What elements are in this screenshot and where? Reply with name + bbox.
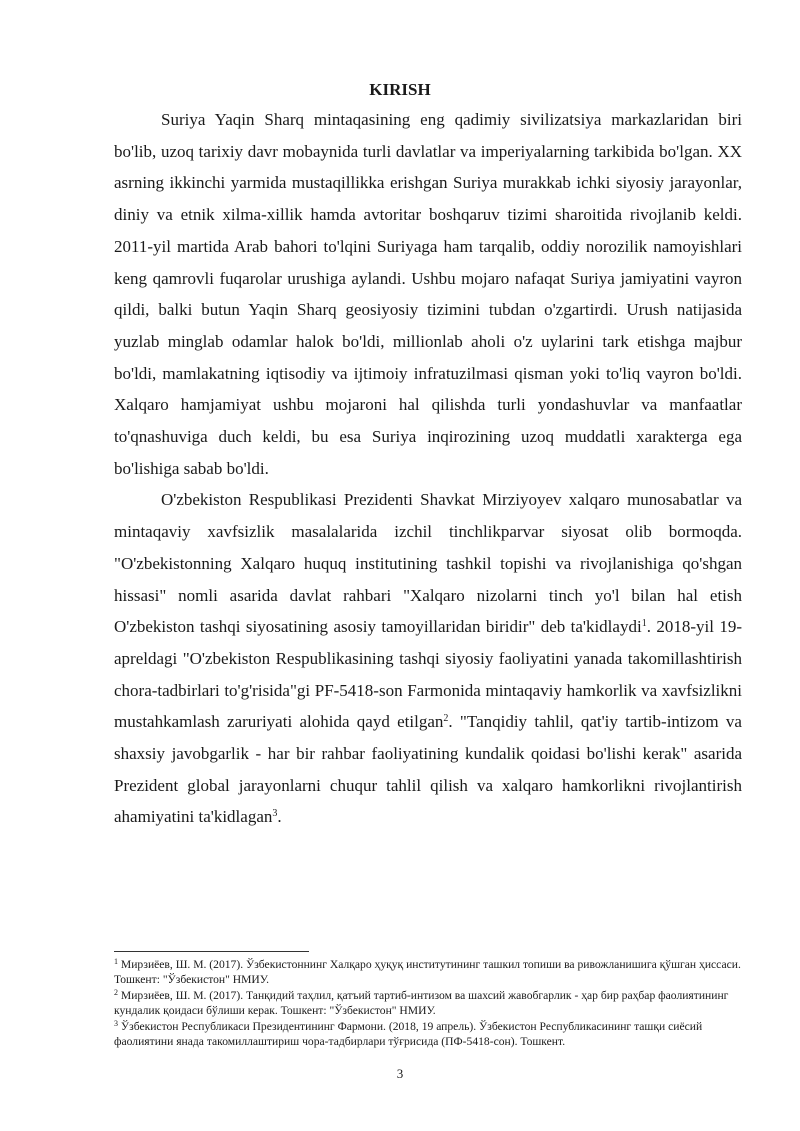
footnote-separator bbox=[114, 951, 309, 952]
footnote-text: Мирзиёев, Ш. М. (2017). Танқидий таҳлил, қатъий тартиб-интизом ва шахсий жавобгарлик - ҳар бир раҳбар фаолиятининг кундалик қоидаси бўлиши керак. Тошкент: "Ўзбекистон" НМИУ. bbox=[114, 988, 729, 1018]
footnote-number: 3 bbox=[114, 1018, 118, 1028]
footnote-number: 1 bbox=[114, 957, 118, 966]
footnote-1 bbox=[114, 957, 750, 988]
footnote-number: 2 bbox=[114, 987, 118, 997]
footnote-text: Ўзбекистон Республикаси Президентининг Фармони. (2018, 19 апрель). Ўзбекистон Республикасининг ташқи сиёсий фаолиятини янада такомиллаштириш чора-тадбирлари тўғрисида (ПФ-5418-сон). Тошкент. bbox=[114, 1019, 703, 1049]
footnote-ref-1[interactable]: 1 bbox=[641, 618, 647, 630]
section-title: KIRISH bbox=[369, 80, 431, 99]
paragraph-text: . "Tanqidiy tahlil, qat'iy tartib-intizom va shaxsiy javobgarlik - har bir rahbar faoliyatining kundalik qoidasi bo'lishi kerak" asarida Prezident global jarayonlarni chuqur tahlil qilish va xalqaro hamkorlikni rivojlantirish ahamiyatini ta'kidlagan bbox=[114, 712, 742, 827]
page-number: 3 bbox=[396, 1066, 404, 1081]
paragraph-text: O'zbekiston Respublikasi Prezidenti Shavkat Mirziyoyev xalqaro munosabatlar va mintaqaviy xavfsizlik masalalarida izchil tinchlikparvar siyosat olib bormoqda. "O'zbekistonning Xalqaro huquq institutining tashkil topishi va rivojlanishiga qo'shgan hissasi" nomli asarida davlat rahbari "Xalqaro nizolarni tinch yo'l bilan hal etish O'zbekiston tashqi siyosatining asosiy tamoyillaridan biridir" deb ta'kidlaydi bbox=[114, 490, 742, 637]
footnotes bbox=[114, 957, 750, 1049]
paragraph-president-policy bbox=[114, 484, 742, 833]
footnote-ref-3[interactable]: 3 bbox=[272, 808, 278, 820]
footnote-3 bbox=[114, 1019, 750, 1050]
footnote-text: Мирзиёев, Ш. М. (2017). Ўзбекистоннинг Халқаро ҳуқуқ институтининг ташкил топиши ва ривожланишига қўшган ҳиссаси. Тошкент: "Ўзбекистон" НМИУ. bbox=[114, 958, 741, 987]
paragraph-text: Suriya Yaqin Sharq mintaqasining eng qadimiy sivilizatsiya markazlaridan biri bo'lib, uzoq tarixiy davr mobaynida turli davlatlar va imperiyalarning tarkibida bo'lgan. XX asrning ikkinchi yarmida mustaqillikka erishgan Suriya murakkab ichki siyosiy jarayonlar, diniy va etnik xilma-xillik hamda avtoritar boshqaruv tizimi sharoitida rivojlanib keldi. 2011-yil martida Arab bahori to'lqini Suriyaga ham tarqalib, oddiy norozilik namoyishlari keng qamrovli fuqarolar urushiga aylandi. Ushbu mojaro nafaqat Suriya jamiyatini vayron qildi, balki butun Yaqin Sharq geosiyosiy tizimini tubdan o'zgartirdi. Urush natijasida yuzlab minglab odamlar halok bo'ldi, millionlab aholi o'z uylarini tark etishga majbur bo'ldi, mamlakatning iqtisodiy va ijtimoiy infratuzilmasi qisman yoki to'liq vayron bo'ldi. Xalqaro hamjamiyat ushbu mojaroni hal qilishda turli yondashuvlar va manfaatlar to'qnashuviga duch keldi, bu esa Suriya inqirozining uzoq muddatli xarakterga ega bo'lishiga sabab bo'ldi. bbox=[114, 110, 742, 478]
paragraph-text: . bbox=[277, 807, 282, 827]
body-text bbox=[114, 104, 742, 833]
paragraph-intro bbox=[114, 104, 742, 484]
footnote-2 bbox=[114, 988, 750, 1019]
footnote-ref-2[interactable]: 2 bbox=[443, 713, 449, 725]
paragraph-text: . 2018-yil 19-apreldagi "O'zbekiston Respublikasining tashqi siyosiy faoliyatini yanada takomillashtirish chora-tadbirlari to'g'risida"gi PF-5418-son Farmonida mintaqaviy hamkorlik va xavfsizlikni mustahkamlash zaruriyati alohida qayd etilgan bbox=[114, 617, 742, 732]
